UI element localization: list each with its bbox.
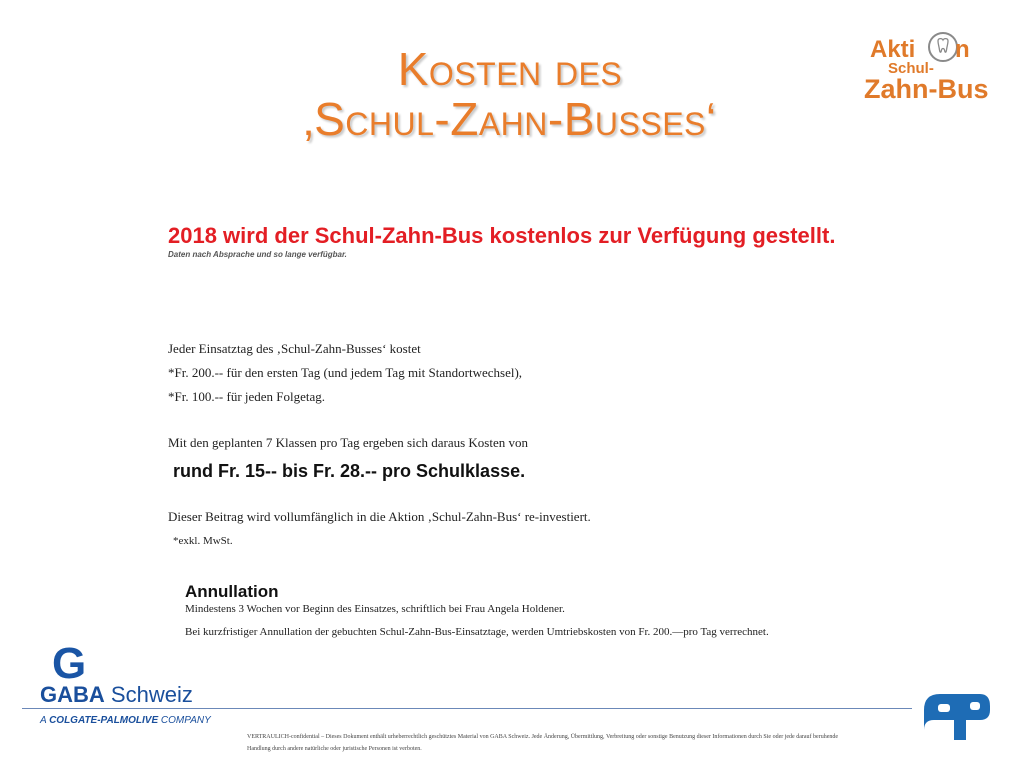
gaba-word: GABA [40, 682, 105, 707]
colgate-suffix: COMPANY [158, 715, 211, 726]
headline-note: Daten nach Absprache und so lange verfügbar. [168, 250, 347, 259]
headline [168, 222, 868, 260]
logo-schul: Schul- [888, 60, 934, 77]
colgate-name: COLGATE-PALMOLIVE [49, 715, 159, 726]
confidentiality-line-2: Handlung durch andere natürliche oder juristische Personen ist verboten. [247, 746, 422, 752]
annullation-fee: Bei kurzfristiger Annullation der gebuchten Schul-Zahn-Bus-Einsatztage, werden Umtriebskosten von Fr. 200.—pro Tag verrechnet. [185, 626, 769, 638]
gaba-country: Schweiz [110, 682, 193, 707]
confidentiality-notice [247, 731, 867, 755]
annullation-heading: Annullation [185, 582, 279, 601]
logo-word-start: Akti [870, 36, 916, 63]
footer-divider [22, 708, 912, 709]
page-title-line-2: ‚Schul-Zahn-Busses‘ [303, 93, 717, 145]
vat-note: *exkl. MwSt. [173, 535, 233, 547]
tooth-icon [928, 32, 958, 62]
colgate-prefix: A [40, 715, 50, 726]
headline-text: 2018 wird der Schul-Zahn-Bus kostenlos zur Verfügung gestellt. [168, 223, 836, 248]
cost-intro: Jeder Einsatztag des ‚Schul-Zahn-Busses‘ kostet [168, 341, 421, 356]
logo-zahn-bus: Zahn-Bus [864, 74, 989, 104]
aktion-schul-zahn-bus-logo [860, 28, 1000, 103]
confidentiality-line-1: VERTRAULICH-confidential – Dieses Dokument enthält urheberrechtlich geschütztes Material von GABA Schweiz. Jede Änderung, Übermittlung, Verbreitung oder sonstige Benutzung dieser Informationen durch Sie oder jede darauf beruhende [247, 734, 839, 740]
gaba-schweiz-logo [40, 682, 193, 708]
cost-first-day: *Fr. 200.-- für den ersten Tag (und jedem Tag mit Standortwechsel), [168, 365, 523, 380]
reinvest-note: Dieser Beitrag wird vollumfänglich in die Aktion ‚Schul-Zahn-Bus‘ re-investiert. [168, 509, 591, 524]
colgate-palmolive-icon [922, 690, 992, 742]
page-title [230, 44, 790, 144]
logo-word-end: n [955, 36, 970, 63]
cost-per-class: rund Fr. 15-- bis Fr. 28.-- pro Schulklasse. [173, 461, 526, 481]
cost-following-day: *Fr. 100.-- für jeden Folgetag. [168, 389, 326, 404]
page-title-line-1: Kosten des [397, 43, 623, 95]
annullation-deadline: Mindestens 3 Wochen vor Beginn des Einsatzes, schriftlich bei Frau Angela Holdener. [185, 603, 565, 615]
gaba-g-logo: G [52, 639, 87, 688]
colgate-palmolive-tagline [40, 715, 211, 726]
cost-per-class-intro: Mit den geplanten 7 Klassen pro Tag ergeben sich daraus Kosten von [168, 435, 528, 450]
